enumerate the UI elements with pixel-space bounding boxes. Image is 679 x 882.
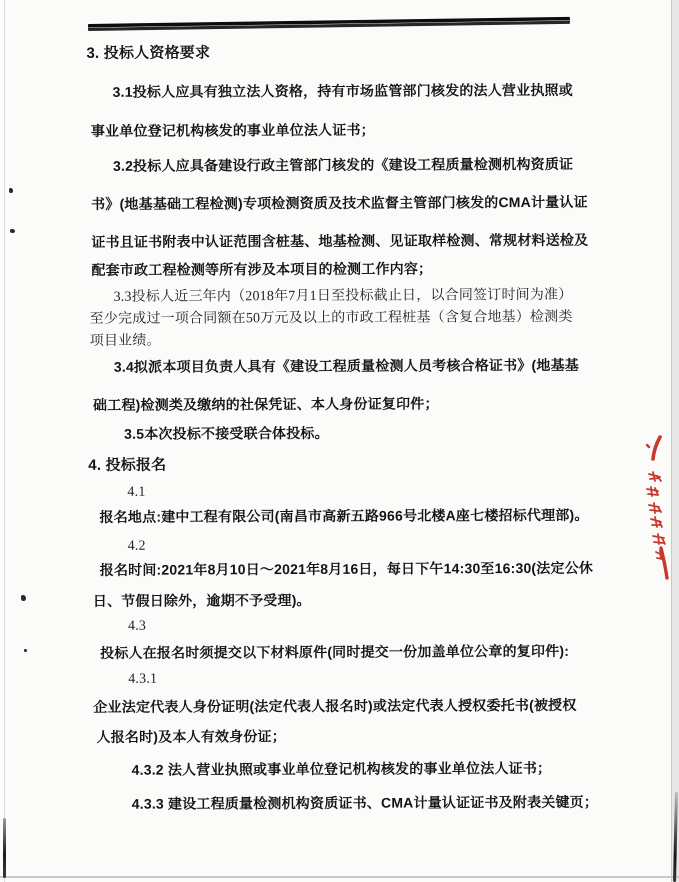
text-line: 3.3投标人近三年内（2018年7月1日至投标截止日，以合同签订时间为准）: [113, 287, 573, 305]
red-seal-stamp: [641, 432, 679, 590]
text-line: 至少完成过一项合同额在50万元及以上的市政工程桩基（含复合地基）检测类: [89, 309, 573, 327]
text-line: 3.1投标人应具有独立法人资格，持有市场监管部门核发的法人营业执照或: [112, 81, 573, 100]
text-line: 3.2投标人应具备建设行政主管部门核发的《建设工程质量检测机构资质证: [112, 155, 574, 174]
text-line: 人报名时)及本人有效身份证；: [96, 728, 286, 745]
text-line: 4.3.2 法人营业执照或事业单位登记机构核发的事业单位法人证书；: [131, 759, 552, 778]
text-line: 础工程)检测类及缴纳的社保凭证、本人身份证复印件；: [92, 395, 439, 413]
text-line: 报名时间:2021年8月10日～2021年8月16日，每日下午14:30至16:30(法定公休: [99, 559, 594, 578]
text-line: 投标人在报名时须提交以下材料原件(同时提交一份加盖单位公章的复印件):: [100, 642, 570, 661]
text-line: 书》(地基基础工程检测)专项检测资质及技术监督主管部门核发的CMA计量认证: [91, 193, 588, 212]
text-line: 项目业绩。: [89, 333, 161, 349]
text-line: 3.5本次投标不接受联合体投标。: [124, 424, 329, 442]
text-line: 报名地点:建中工程有限公司(南昌市高新五路966号北楼A座七楼招标代理部)。: [99, 506, 589, 525]
text-line: 证书且证书附表中认证范围含桩基、地基检测、见证取样检测、常规材料送检及: [91, 231, 589, 250]
text-line: 3.4拟派本项目负责人具有《建设工程质量检测人员考核合格证书》(地基基: [113, 356, 580, 375]
text-line: 3. 投标人资格要求: [86, 44, 211, 62]
text-line: 日、节假日除外，逾期不予受理)。: [92, 591, 311, 609]
text-line: 4.2: [127, 538, 146, 554]
text-line: 4.3: [127, 618, 147, 634]
text-line: 4.3.1: [128, 671, 158, 687]
text-line: 企业法定代表人身份证明(法定代表人报名时)或法定代表人授权委托书(被授权: [93, 696, 577, 715]
text-line: 4.1: [127, 484, 146, 500]
text-line: 4. 投标报名: [88, 456, 167, 474]
text-line: 事业单位登记机构核发的事业单位法人证书；: [90, 121, 375, 139]
text-line: 配套市政工程检测等所有涉及本项目的检测工作内容；: [91, 260, 433, 278]
text-line: 4.3.3 建设工程质量检测机构资质证书、CMA计量认证证书及附表关键页；: [131, 793, 599, 812]
